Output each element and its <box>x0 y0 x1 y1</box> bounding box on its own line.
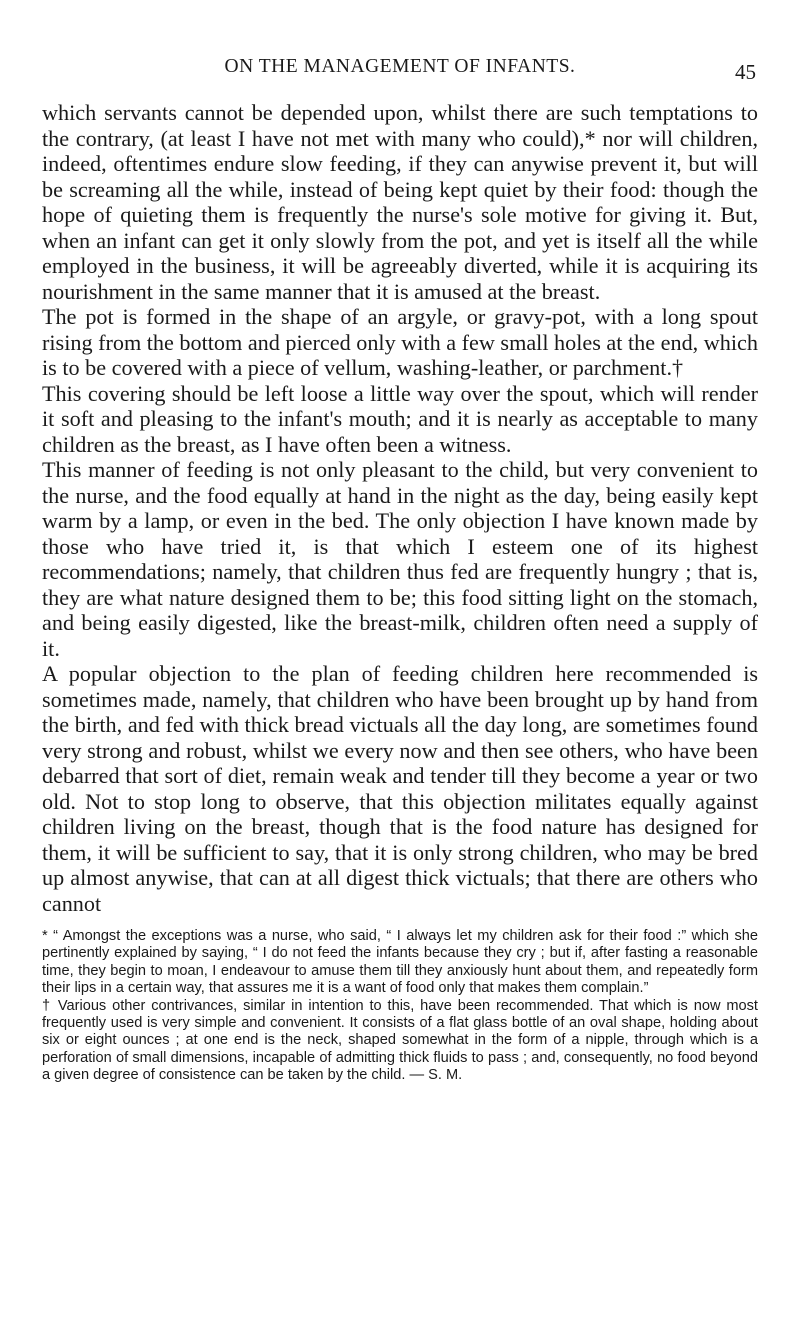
paragraph: which servants cannot be depended upon, whilst there are such temptations to the contrary, (at least I have not met with many who could),* nor will children, indeed, oftentimes endure slow feeding, if they can anywise prevent it, but will be screaming all the while, instead of being kept quiet by their food: though the hope of quieting them is frequently the nurse's sole motive for giving it. But, when an infant can get it only slowly from the pot, and yet is itself all the while employed in the business, it will be agreeably diverted, while it is acquiring its nourishment in the same manner that it is amused at the breast. <box>42 100 758 304</box>
paragraph: A popular objection to the plan of feeding children here recommended is sometimes made, namely, that children who have been brought up by hand from the birth, and fed with thick bread victuals all the day long, are sometimes found very strong and robust, whilst we every now and then see others, who have been debarred that sort of diet, remain weak and tender till they become a year or two old. Not to stop long to observe, that this objection militates equally against children living on the breast, though that is the food nature has designed for them, it will be sufficient to say, that it is only strong children, who may be bred up almost anywise, that can at all digest thick victuals; that there are others who cannot <box>42 661 758 916</box>
paragraph: This covering should be left loose a little way over the spout, which will render it soft and pleasing to the infant's mouth; and it is nearly as acceptable to many children as the breast, as I have often been a witness. <box>42 380 758 457</box>
body-text <box>42 100 758 916</box>
footnote: † Various other contrivances, similar in intention to this, have been recommended. That which is now most frequently used is very simple and convenient. It consists of a flat glass bottle of an oval shape, holding about six or eight ounces ; at one end is the neck, shaped somewhat in the form of a nipple, through which is a perforation of small dimensions, incapable of admitting thick fluids to pass ; and, consequently, no food beyond a given degree of consistence can be taken by the child. — S. M. <box>42 997 758 1084</box>
footnotes <box>42 928 758 1085</box>
paragraph: The pot is formed in the shape of an argyle, or gravy-pot, with a long spout rising from the bottom and pierced only with a few small holes at the end, which is to be covered with a piece of vellum, washing-leather, or parchment.† <box>42 304 758 380</box>
page-header <box>42 0 758 100</box>
page-number: 45 <box>735 60 756 84</box>
running-head: ON THE MANAGEMENT OF INFANTS. <box>224 56 576 77</box>
paragraph: This manner of feeding is not only pleasant to the child, but very convenient to the nurse, and the food equally at hand in the night as the day, being easily kept warm by a lamp, or even in the bed. The only objection I have known made by those who have tried it, is that which I esteem one of its highest recommendations; namely, that children thus fed are frequently hungry ; that is, they are what nature designed them to be; this food sitting light on the stomach, and being easily digested, like the breast-milk, children often need a supply of it. <box>42 457 758 661</box>
footnote: * “ Amongst the exceptions was a nurse, who said, “ I always let my children ask for their food :” which she pertinently explained by saying, “ I do not feed the infants because they cry ; but if, after fasting a reasonable time, they begin to moan, I endeavour to amuse them till they anxiously hunt about them, and repeatedly form their lips in a certain way, that assures me it is a want of food only that makes them complain.” <box>42 928 758 997</box>
